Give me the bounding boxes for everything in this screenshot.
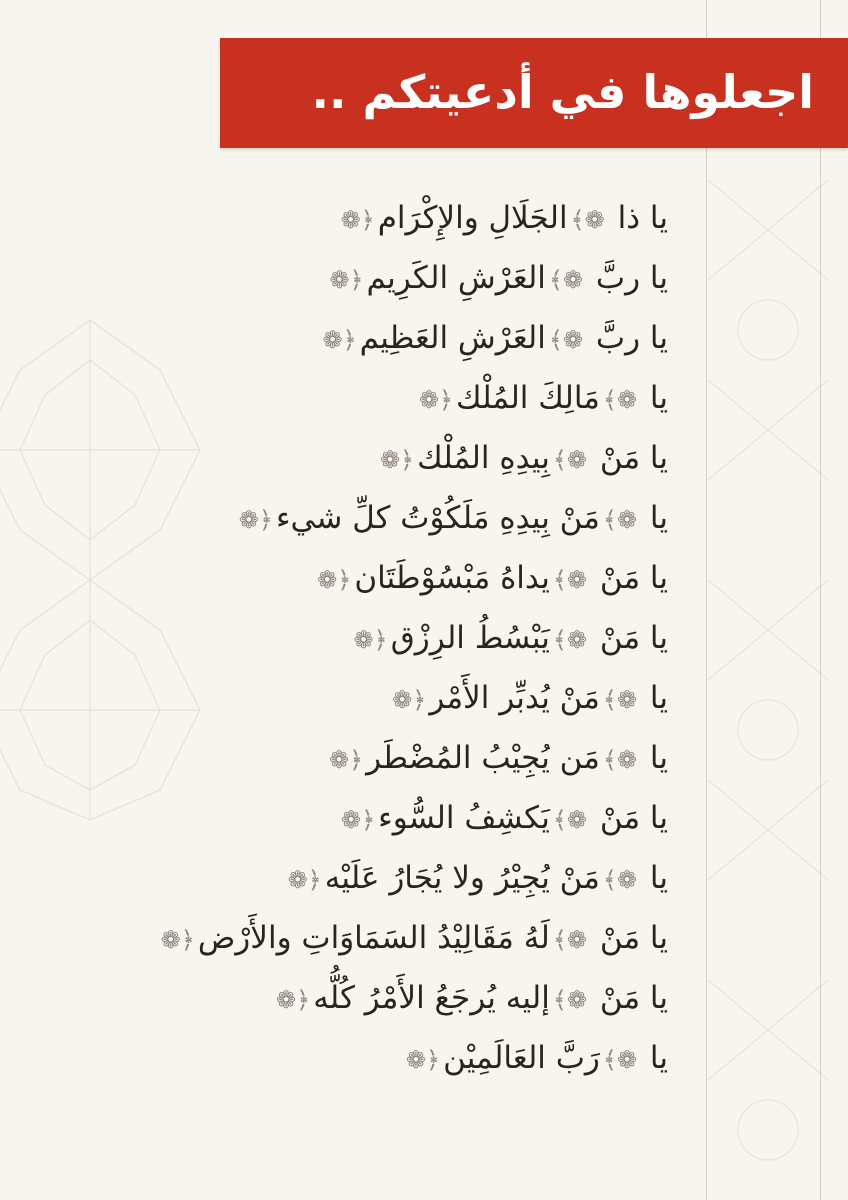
- invocation-line: [28, 308, 668, 368]
- invocation-line: [28, 908, 668, 968]
- invocation-quote: بِيدِهِ المُلْك: [417, 440, 550, 476]
- invocation-list: [28, 188, 668, 1088]
- invocation-prefix: يا مَنْ: [599, 800, 668, 836]
- invocation-prefix: يا ربَّ: [595, 260, 668, 296]
- ornate-bracket-open-icon: ❁﴾: [602, 506, 638, 534]
- ornate-bracket-close-icon: ﴿❁: [328, 746, 364, 774]
- ornate-bracket-close-icon: ﴿❁: [287, 866, 322, 894]
- invocation-prefix: يا ذا: [617, 200, 668, 236]
- ornate-bracket-open-icon: ❁﴾: [602, 866, 638, 894]
- ornate-bracket-open-icon: ❁﴾: [552, 626, 587, 654]
- invocation-prefix: يا مَنْ: [599, 920, 668, 956]
- ornate-bracket-close-icon: ﴿❁: [405, 1046, 441, 1074]
- ornate-bracket-open-icon: ❁﴾: [548, 326, 584, 354]
- invocation-quote: مَنْ بِيدِهِ مَلَكُوْتُ كلِّ شيء: [275, 500, 600, 536]
- ornate-bracket-close-icon: ﴿❁: [329, 266, 364, 294]
- invocation-line: [28, 188, 668, 248]
- ornate-bracket-close-icon: ﴿❁: [317, 566, 352, 594]
- ornate-bracket-close-icon: ﴿❁: [418, 386, 454, 414]
- invocation-line: [28, 788, 668, 848]
- invocation-quote: يَكشِفُ السُّوء: [378, 800, 550, 836]
- invocation-line: [28, 848, 668, 908]
- invocation-quote: مَنْ يُدبِّر الأَمْر: [429, 680, 600, 716]
- invocation-line: [28, 368, 668, 428]
- invocation-prefix: يا مَنْ: [599, 440, 668, 476]
- ornate-bracket-open-icon: ❁﴾: [602, 386, 638, 414]
- invocation-line: [28, 488, 668, 548]
- invocation-line: [28, 968, 668, 1028]
- ornate-bracket-open-icon: ❁﴾: [552, 566, 587, 594]
- ornate-bracket-close-icon: ﴿❁: [379, 446, 415, 474]
- invocation-quote: لَهُ مَقَالِيْدُ السَمَاوَاتِ والأَرْض: [197, 920, 550, 956]
- ornate-bracket-close-icon: ﴿❁: [160, 926, 195, 954]
- ornate-bracket-close-icon: ﴿❁: [392, 686, 427, 714]
- invocation-prefix: يا ربَّ: [595, 320, 668, 356]
- ornate-bracket-open-icon: ❁﴾: [602, 686, 638, 714]
- ornate-bracket-open-icon: ❁﴾: [552, 986, 587, 1014]
- invocation-prefix: يا مَنْ: [599, 620, 668, 656]
- invocation-line: [28, 1028, 668, 1088]
- geometric-pattern-right: [698, 140, 848, 1200]
- invocation-quote: يداهُ مَبْسُوْطَتَان: [354, 560, 550, 596]
- ornate-bracket-close-icon: ﴿❁: [353, 626, 388, 654]
- invocation-quote: مَنْ يُجِيْرُ ولا يُجَارُ عَلَيْه: [324, 860, 600, 896]
- invocation-line: [28, 248, 668, 308]
- invocation-prefix: يا: [649, 860, 668, 896]
- invocation-prefix: يا: [649, 680, 668, 716]
- ornate-bracket-close-icon: ﴿❁: [238, 506, 273, 534]
- ornate-bracket-close-icon: ﴿❁: [341, 806, 376, 834]
- ornate-bracket-open-icon: ❁﴾: [552, 446, 587, 474]
- invocation-quote: يَبْسُطُ الرِزْق: [390, 620, 550, 656]
- ornate-bracket-open-icon: ❁﴾: [552, 806, 587, 834]
- ornate-bracket-close-icon: ﴿❁: [322, 326, 357, 354]
- page-title: اجعلوها في أدعيتكم ..: [311, 65, 814, 119]
- ornate-bracket-close-icon: ﴿❁: [340, 206, 375, 234]
- ornate-bracket-close-icon: ﴿❁: [276, 986, 311, 1014]
- invocation-quote: إليه يُرجَعُ الأَمْرُ كُلُّه: [313, 980, 550, 1016]
- invocation-line: [28, 608, 668, 668]
- ornate-bracket-open-icon: ❁﴾: [602, 746, 638, 774]
- ornate-bracket-open-icon: ❁﴾: [602, 1046, 638, 1074]
- invocation-quote: رَبَّ العَالَمِيْن: [443, 1040, 600, 1076]
- ornate-bracket-open-icon: ❁﴾: [548, 266, 584, 294]
- invocation-prefix: يا: [649, 380, 668, 416]
- invocation-line: [28, 728, 668, 788]
- ornate-bracket-open-icon: ❁﴾: [552, 926, 587, 954]
- invocation-quote: العَرْشِ العَظِيم: [359, 320, 546, 356]
- vertical-rule-right: [820, 0, 821, 1200]
- invocation-quote: العَرْشِ الكَرِيم: [366, 260, 546, 296]
- invocation-prefix: يا: [649, 740, 668, 776]
- vertical-rule-left: [706, 0, 707, 1200]
- invocation-prefix: يا: [649, 1040, 668, 1076]
- invocation-quote: مَالِكَ المُلْك: [456, 380, 600, 416]
- ornate-bracket-open-icon: ❁﴾: [570, 206, 605, 234]
- invocation-prefix: يا مَنْ: [599, 980, 668, 1016]
- invocation-quote: مَن يُجِيْبُ المُضْطَر: [366, 740, 600, 776]
- invocation-prefix: يا مَنْ: [599, 560, 668, 596]
- invocation-prefix: يا: [649, 500, 668, 536]
- invocation-line: [28, 548, 668, 608]
- invocation-quote: الجَلَالِ والإِكْرَام: [377, 200, 568, 236]
- invocation-line: [28, 428, 668, 488]
- title-banner: [220, 38, 848, 148]
- invocation-line: [28, 668, 668, 728]
